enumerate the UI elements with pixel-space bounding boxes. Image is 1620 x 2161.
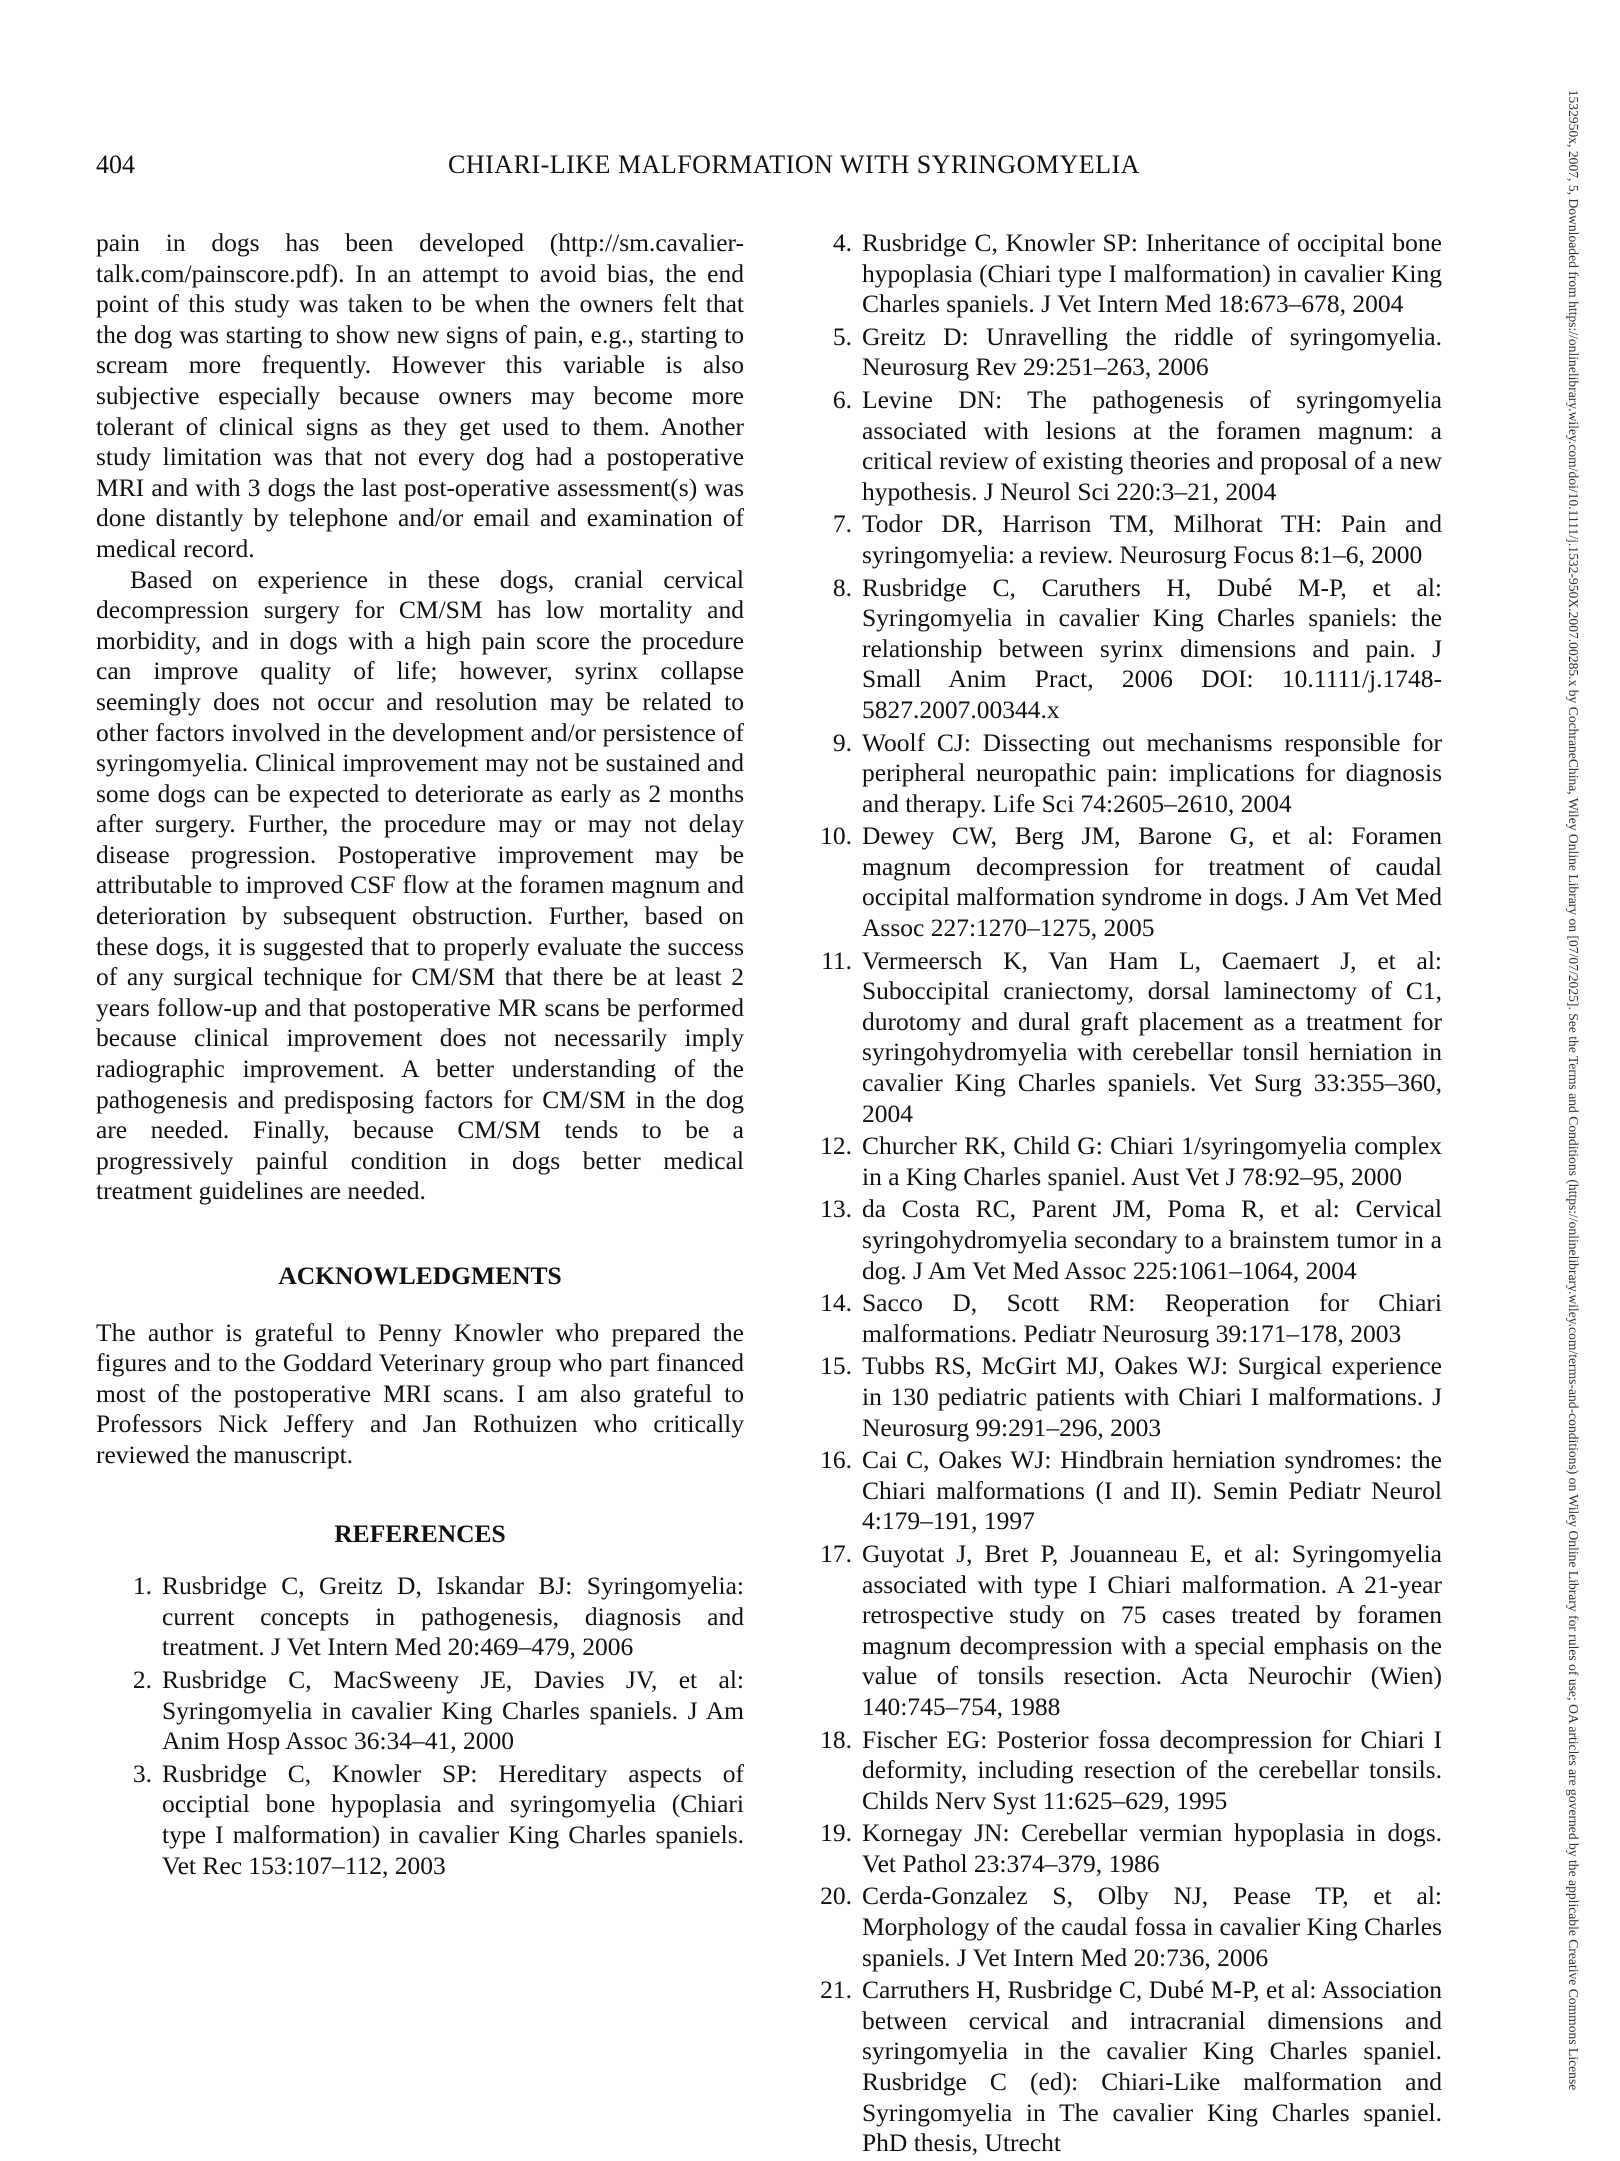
reference-item: [96, 1665, 744, 1757]
reference-text: Rusbridge C, Caruthers H, Dubé M-P, et al: Syringomyelia in cavalier King Charles spaniels: the relationship between syrinx dimensions and pain. J Small Anim Pract, 2006 DOI: 10.1111/j.1748-5827.2007.00344.x: [862, 572, 1442, 724]
reference-text: Rusbridge C, MacSweeny JE, Davies JV, et al: Syringomyelia in cavalier King Charles spaniels. J Am Anim Hosp Assoc 36:34–41, 2000: [162, 1664, 744, 1756]
reference-item: [796, 573, 1442, 726]
reference-number: 4.: [832, 228, 852, 257]
reference-item: [796, 946, 1442, 1130]
reference-text: Woolf CJ: Dissecting out mechanisms responsible for peripheral neuropathic pain: implications for diagnosis and therapy. Life Sci 74:2605–2610, 2004: [862, 727, 1442, 818]
reference-text: Greitz D: Unravelling the riddle of syringomyelia. Neurosurg Rev 29:251–263, 2006: [862, 321, 1442, 382]
reference-item: [796, 1131, 1442, 1192]
reference-text: Sacco D, Scott RM: Reoperation for Chiari malformations. Pediatr Neurosurg 39:171–178, 2003: [862, 1288, 1442, 1348]
reference-number: 1.: [132, 1571, 152, 1601]
reference-number: 6.: [832, 384, 852, 414]
reference-item: [796, 1539, 1442, 1723]
reference-item: [796, 1725, 1442, 1817]
reference-number: 11.: [821, 945, 852, 975]
reference-text: Rusbridge C, Knowler SP: Inheritance of occipital bone hypoplasia (Chiari type I malformation) in cavalier King Charles spaniels. J Vet Intern Med 18:673–678, 2004: [862, 228, 1442, 319]
reference-number: 14.: [820, 1288, 852, 1318]
left-column: [96, 228, 744, 1883]
reference-number: 5.: [832, 321, 852, 351]
page-header: [96, 150, 1492, 190]
reference-item: [796, 509, 1442, 570]
reference-number: 18.: [820, 1724, 852, 1754]
reference-number: 2.: [132, 1664, 152, 1694]
reference-number: 12.: [820, 1131, 852, 1161]
reference-text: Tubbs RS, McGirt MJ, Oakes WJ: Surgical experience in 130 pediatric patients with Chiari I malformations. J Neurosurg 99:291–296, 2003: [862, 1351, 1442, 1442]
reference-number: 13.: [820, 1194, 852, 1224]
reference-number: 20.: [820, 1881, 852, 1911]
download-notice-text: 1532950x, 2007, 5, Downloaded from https://onlinelibrary.wiley.com/doi/10.1111/j.1532-950X.2007.00285.x by CochraneChina, Wiley Online Library on [07/07/2025]. See the Terms and Conditions (https://onlinelibrary.wiley.com/terms-and-conditions) on Wiley Online Library for rules of use; OA articles are governed by the applicable Creative Commons License: [1566, 89, 1581, 2091]
page-number: 404: [96, 150, 135, 179]
reference-item: [796, 385, 1442, 507]
reference-item: [796, 1351, 1442, 1443]
body-paragraph-1: pain in dogs has been developed (http://sm.cavalier-talk.com/painscore.pdf). In an attempt to avoid bias, the end point of this study was taken to be when the owners felt that the dog was starting to show new signs of pain, e.g., starting to scream more frequently. However this variable is also subjective especially because owners may become more tolerant of clinical signs as they get used to them. Another study limitation was that not every dog had a postoperative MRI and with 3 dogs the last post-operative assessment(s) was done distantly by telephone and/or email and examination of medical record.: [96, 228, 744, 563]
reference-item: [96, 1571, 744, 1663]
references-list-right: [796, 228, 1442, 2159]
references-list-left: [96, 1571, 744, 1881]
reference-text: Levine DN: The pathogenesis of syringomyelia associated with lesions at the foramen magnum: a critical review of existing theories and proposal of a new hypothesis. J Neurol Sci 220:3–21, 2004: [862, 384, 1442, 506]
reference-number: 10.: [820, 821, 852, 851]
reference-item: [796, 728, 1442, 820]
reference-item: [796, 322, 1442, 383]
reference-number: 7.: [832, 509, 852, 539]
reference-text: Rusbridge C, Greitz D, Iskandar BJ: Syringomyelia: current concepts in pathogenesis, diagnosis and treatment. J Vet Intern Med 20:469–479, 2006: [162, 1571, 744, 1662]
reference-text: Fischer EG: Posterior fossa decompression for Chiari I deformity, including resection of the cerebellar tonsils. Childs Nerv Syst 11:625–629, 1995: [862, 1724, 1442, 1815]
reference-item: [96, 1759, 744, 1881]
reference-item: [796, 821, 1442, 943]
acknowledgments-text: The author is grateful to Penny Knowler who prepared the figures and to the Goddard Veterinary group who part financed most of the postoperative MRI scans. I am also grateful to Professors Nick Jeffery and Jan Rothuizen who critically reviewed the manuscript.: [96, 1317, 744, 1469]
reference-item: [796, 1975, 1442, 2159]
reference-text: Dewey CW, Berg JM, Barone G, et al: Foramen magnum decompression for treatment of caudal occipital malformation syndrome in dogs. J Am Vet Med Assoc 227:1270–1275, 2005: [862, 821, 1442, 943]
reference-number: 15.: [820, 1351, 852, 1381]
reference-number: 21.: [820, 1975, 852, 2005]
reference-number: 8.: [832, 572, 852, 602]
reference-number: 9.: [832, 727, 852, 757]
reference-text: Vermeersch K, Van Ham L, Caemaert J, et al: Suboccipital craniectomy, dorsal laminectomy of C1, durotomy and dural graft placement as a treatment for syringohydromyelia with cerebellar tonsil herniation in cavalier King Charles spaniels. Vet Surg 33:355–360, 2004: [862, 945, 1442, 1128]
reference-text: Rusbridge C, Knowler SP: Hereditary aspects of occiptial bone hypoplasia and syringomyelia (Chiari type I malformation) in cavalier King Charles spaniels. Vet Rec 153:107–112, 2003: [162, 1758, 744, 1880]
reference-text: Todor DR, Harrison TM, Milhorat TH: Pain and syringomyelia: a review. Neurosurg Focus 8:1–6, 2000: [862, 509, 1442, 569]
reference-number: 17.: [820, 1538, 852, 1568]
reference-item: [796, 1445, 1442, 1537]
reference-item: [796, 1881, 1442, 1973]
reference-number: 16.: [820, 1445, 852, 1475]
reference-item: [796, 1818, 1442, 1879]
reference-item: [796, 1194, 1442, 1286]
running-title: CHIARI-LIKE MALFORMATION WITH SYRINGOMYELIA: [448, 150, 1140, 179]
reference-text: Carruthers H, Rusbridge C, Dubé M-P, et al: Association between cervical and intracranial dimensions and syringomyelia in the cavalier King Charles spaniel. Rusbridge C (ed): Chiari-Like malformation and Syringomyelia in The cavalier King Charles spaniel. PhD thesis, Utrecht: [862, 1975, 1442, 2158]
acknowledgments-heading: ACKNOWLEDGMENTS: [278, 1261, 562, 1290]
reference-number: 3.: [132, 1758, 152, 1788]
reference-text: Kornegay JN: Cerebellar vermian hypoplasia in dogs. Vet Pathol 23:374–379, 1986: [862, 1818, 1442, 1878]
reference-text: da Costa RC, Parent JM, Poma R, et al: Cervical syringohydromyelia secondary to a brainstem tumor in a dog. J Am Vet Med Assoc 225:1061–1064, 2004: [862, 1194, 1442, 1285]
body-paragraph-2: Based on experience in these dogs, cranial cervical decompression surgery for CM/SM has low mortality and morbidity, and in dogs with a high pain score the procedure can improve quality of life; however, syrinx collapse seemingly does not occur and resolution may be related to other factors involved in the development and/or persistence of syringomyelia. Clinical improvement may not be sustained and some dogs can be expected to deteriorate as early as 2 months after surgery. Further, the procedure may or may not delay disease progression. Postoperative improvement may be attributable to improved CSF flow at the foramen magnum and deterioration by subsequent obstruction. Further, based on these dogs, it is suggested that to properly evaluate the success of any surgical technique for CM/SM that there be at least 2 years follow-up and that postoperative MR scans be performed because clinical improvement does not necessarily imply radiographic improvement. A better understanding of the pathogenesis and predisposing factors for CM/SM in the dog are needed. Finally, because CM/SM tends to be a progressively painful condition in dogs better medical treatment guidelines are needed.: [96, 564, 744, 1206]
reference-text: Churcher RK, Child G: Chiari 1/syringomyelia complex in a King Charles spaniel. Aust Vet J 78:92–95, 2000: [862, 1131, 1442, 1191]
reference-text: Cerda-Gonzalez S, Olby NJ, Pease TP, et al: Morphology of the caudal fossa in cavalier King Charles spaniels. J Vet Intern Med 20:736, 2006: [862, 1881, 1442, 1972]
reference-item: [796, 228, 1442, 320]
reference-item: [796, 1288, 1442, 1349]
reference-text: Guyotat J, Bret P, Jouanneau E, et al: Syringomyelia associated with type I Chiari malformation. A 21-year retrospective study on 75 cases treated by foramen magnum decompression with a special emphasis on the value of tonsils resection. Acta Neurochir (Wien) 140:745–754, 1988: [862, 1538, 1442, 1721]
reference-text: Cai C, Oakes WJ: Hindbrain herniation syndromes: the Chiari malformations (I and II). Semin Pediatr Neurol 4:179–191, 1997: [862, 1445, 1442, 1536]
reference-number: 19.: [820, 1818, 852, 1848]
references-heading: REFERENCES: [334, 1518, 506, 1548]
right-column: [796, 228, 1442, 2161]
